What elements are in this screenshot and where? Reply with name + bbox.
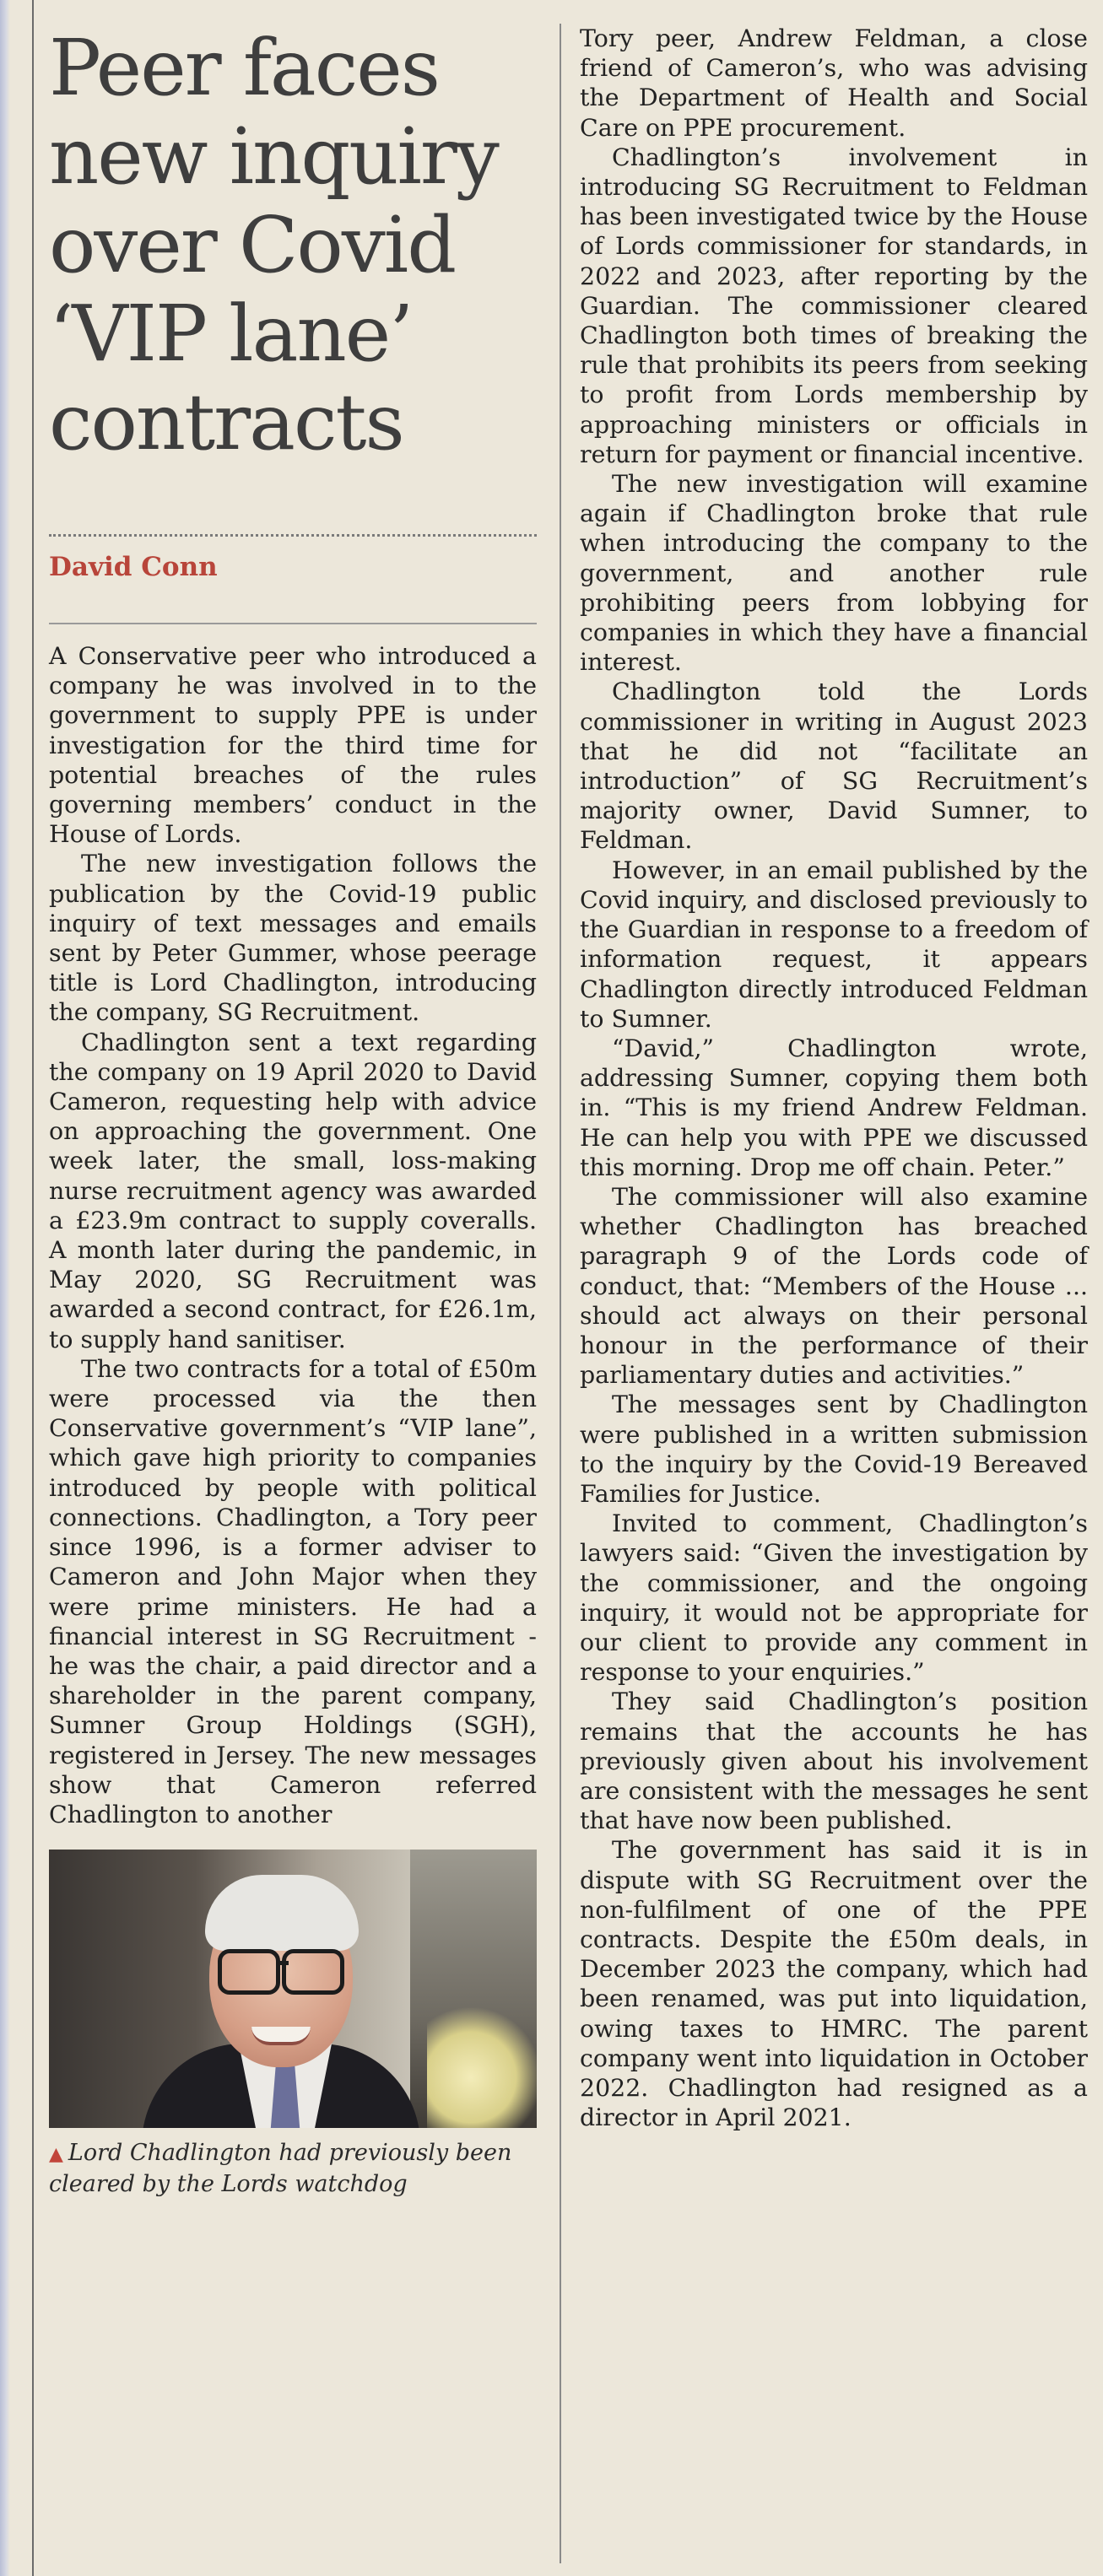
column-rule-outer (32, 0, 34, 2576)
article-body-right (580, 24, 1088, 2132)
byline: David Conn (49, 552, 218, 582)
paragraph: Invited to comment, Chadlington’s lawyers said: “Given the investigation by the commissioner, and the ongoing inquiry, it would not be appropriate for our client to provide any comment in response to your enquiries.” (580, 1509, 1088, 1687)
photo-caption (49, 2138, 537, 2199)
paragraph: Chadlington’s involvement in introducing SG Recruitment to Feldman has been investigated twice by the House of Lords commissioner for standards, in 2022 and 2023, after reporting by the Guardian. The commissioner cleared Chadlington both times of breaking the rule that prohibits its peers from seeking to profit from Lords membership by approaching ministers or officials in return for payment or financial incentive. (580, 143, 1088, 468)
paragraph: Chadlington told the Lords commissioner in writing in August 2023 that he did not “facilitate an introduction” of SG Recruitment’s majority owner, David Sumner, to Feldman. (580, 678, 1088, 855)
paragraph: The messages sent by Chadlington were published in a written submission to the inquiry by the Covid-19 Bereaved Families for Justice. (580, 1391, 1088, 1508)
paragraph: The two contracts for a total of £50m were processed via the then Conservative government’s “VIP lane”, which gave high priority to companies introduced by people with political connections. Chadlington, a Tory peer since 1996, is a former adviser to Cameron and John Major when they were prime ministers. He had a financial interest in SG Recruitment - he was the chair, a paid director and a shareholder in the parent company, Sumner Group Holdings (SGH), registered in Jersey. The new messages show that Cameron referred Chadlington to another (49, 1354, 537, 1828)
headline-line: over Covid (49, 200, 456, 290)
caption-text: Lord Chadlington had previously been cleared by the Lords watchdog (49, 2140, 512, 2198)
paragraph: “David,” Chadlington wrote, addressing Sumner, copying them both in. “This is my friend Andrew Feldman. He can help you with PPE we discussed this morning. Drop me off chain. Peter.” (580, 1034, 1088, 1181)
headline-line: contracts (49, 377, 403, 467)
paragraph: Tory peer, Andrew Feldman, a close friend of Cameron’s, who was advising the Department of Health and Social Care on PPE procurement. (580, 24, 1088, 142)
paragraph: The commissioner will also examine whether Chadlington has breached paragraph 9 of the Lords code of conduct, that: “Members of the House ... should act always on their personal honour in the performance of their parliamentary duties and activities.” (580, 1182, 1088, 1390)
right-column (580, 24, 1088, 2563)
byline-underline (49, 623, 537, 624)
paragraph: The new investigation follows the publication by the Covid-19 public inquiry of text messages and emails sent by Peter Gummer, whose peerage title is Lord Chadlington, introducing the company, SG Recruitment. (49, 850, 537, 1027)
headline (49, 24, 537, 467)
headline-line: new inquiry (49, 111, 498, 202)
left-column (49, 24, 537, 2563)
paragraph: However, in an email published by the Covid inquiry, and disclosed previously to the Guardian in response to a freedom of information request, it appears Chadlington directly introduced Feldman to Sumner. (580, 856, 1088, 1033)
headline-line: ‘VIP lane’ (49, 289, 413, 379)
glasses (218, 1949, 344, 1990)
paragraph: The government has said it is in dispute with SG Recruitment over the non-fulfilment of one of the PPE contracts. Despite the £50m deals, in December 2023 the company, which had been renamed, was put into liquidation, owing taxes to HMRC. The parent company went into liquidation in October 2022. Chadlington had resigned as a director in April 2021. (580, 1836, 1088, 2132)
paragraph: A Conservative peer who introduced a company he was involved in to the government to supply PPE is under investigation for the third time for potential breaches of the rules governing members’ conduct in the House of Lords. (49, 642, 537, 849)
triangle-icon: ▲ (49, 2144, 63, 2166)
portrait-photo (49, 1850, 537, 2128)
paragraph: Chadlington sent a text regarding the company on 19 April 2020 to David Cameron, requesting help with advice on approaching the government. One week later, the small, loss-making nurse recruitment agency was awarded a £23.9m contract to supply coveralls. A month later during the pandemic, in May 2020, SG Recruitment was awarded a second contract, for £26.1m, to supply hand sanitiser. (49, 1028, 537, 1353)
column-divider (560, 24, 561, 2563)
flowers (427, 2001, 537, 2128)
paragraph: They said Chadlington’s position remains that the accounts he has previously given about his involvement are consistent with the messages he sent that have now been published. (580, 1688, 1088, 1835)
headline-line: Peer faces (49, 23, 439, 113)
article-body-left (49, 641, 537, 1829)
page-edge (0, 0, 10, 2576)
byline-divider (49, 534, 537, 537)
paragraph: The new investigation will examine again if Chadlington broke that rule when introducing the company to the government, and another rule prohibiting peers from lobbying for companies in which they have a financial interest. (580, 470, 1088, 677)
